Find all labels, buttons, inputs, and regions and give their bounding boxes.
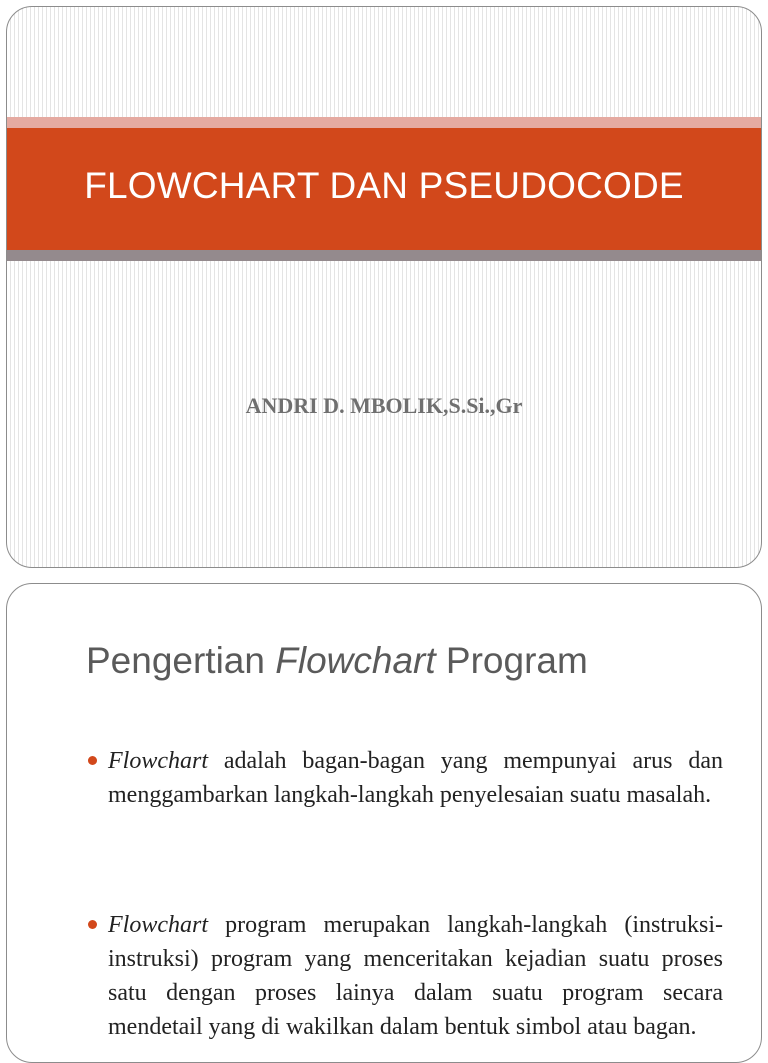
content-slide <box>6 583 762 1063</box>
bullet-term: Flowchart <box>108 748 208 774</box>
bullet-term: Flowchart <box>108 912 208 938</box>
bullet-text: adalah bagan-bagan yang mempunyai arus dan menggambarkan langkah-langkah penyelesaian suatu masalah. <box>108 748 723 808</box>
slide-heading <box>86 640 588 682</box>
slide-title: FLOWCHART DAN PSEUDOCODE <box>84 165 684 206</box>
title-band-top-stripe <box>7 117 761 128</box>
bullet-dot-icon <box>88 920 97 929</box>
bullet-dot-icon <box>88 756 97 765</box>
title-band-bottom-stripe <box>7 250 761 261</box>
slide-heading-em: Flowchart <box>275 640 436 681</box>
bullet-text: program merupakan langkah-langkah (instruksi-instruksi) program yang menceritakan kejadian suatu proses satu dengan proses lainya dalam suatu program secara mendetail yang di wakilkan dalam bentuk simbol atau bagan. <box>108 912 723 1040</box>
slide-heading-post: Program <box>435 640 588 681</box>
title-band <box>7 128 761 250</box>
author-name: ANDRI D. MBOLIK,S.Si.,Gr <box>245 393 523 418</box>
title-slide <box>6 6 762 568</box>
slide-heading-pre: Pengertian <box>86 640 276 681</box>
bullet-item <box>85 744 723 812</box>
